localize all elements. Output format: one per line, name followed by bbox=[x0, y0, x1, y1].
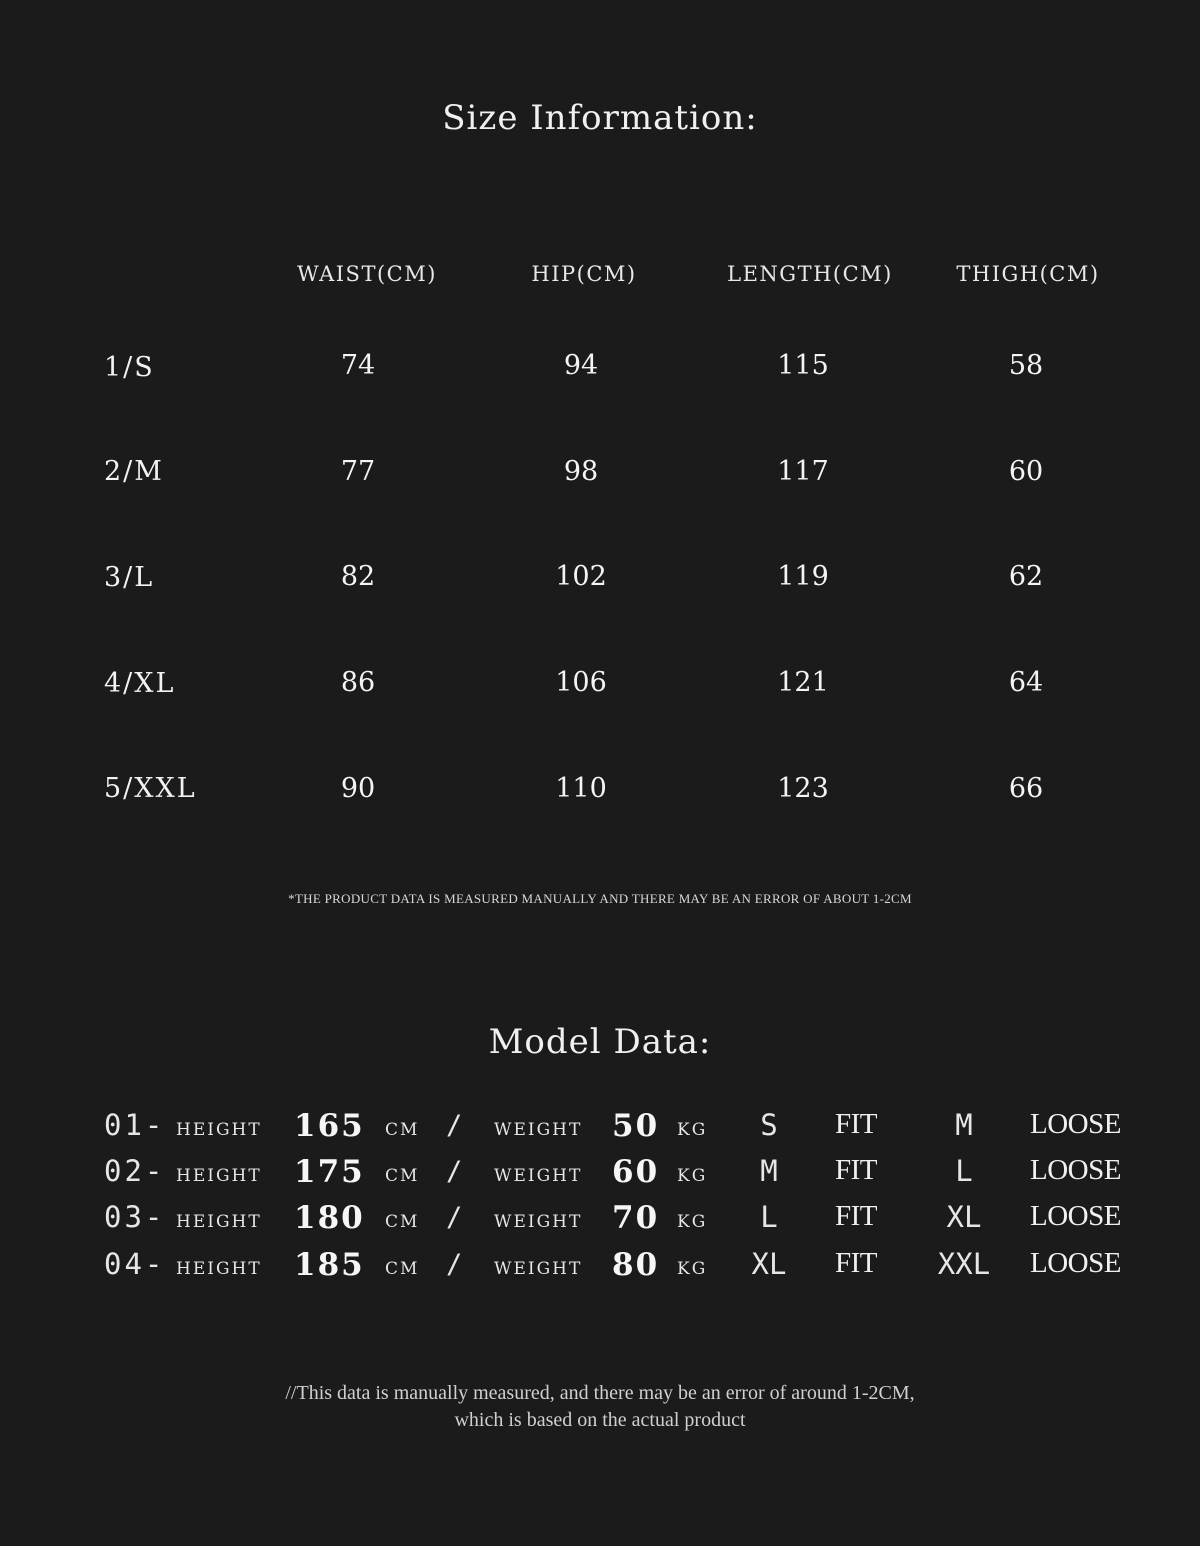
weight-label: WEIGHT bbox=[494, 1166, 583, 1186]
model-row bbox=[104, 1154, 1144, 1194]
table-cell: 102 bbox=[555, 561, 607, 592]
table-cell: 117 bbox=[777, 456, 829, 487]
table-cell: 119 bbox=[777, 561, 829, 592]
model-height: 185 bbox=[294, 1247, 365, 1283]
table-cell: 82 bbox=[340, 561, 376, 592]
column-header-thigh: THIGH(CM) bbox=[956, 262, 1100, 286]
kg-unit: KG bbox=[677, 1259, 708, 1279]
height-label: HEIGHT bbox=[176, 1120, 262, 1140]
kg-unit: KG bbox=[677, 1212, 708, 1232]
table-cell: 98 bbox=[563, 456, 599, 487]
table-cell: 60 bbox=[1008, 456, 1044, 487]
height-label: HEIGHT bbox=[176, 1166, 262, 1186]
table-cell: 123 bbox=[777, 773, 829, 804]
disclaimer-line-1: //This data is manually measured, and there may be an error of around 1-2CM, bbox=[285, 1382, 915, 1404]
table-cell: 74 bbox=[340, 350, 376, 381]
size-row-label: 4/XL bbox=[104, 668, 176, 699]
table-cell: 58 bbox=[1008, 350, 1044, 381]
fit-word: FIT bbox=[835, 1154, 877, 1186]
separator-slash: / bbox=[446, 1156, 463, 1187]
table-cell: 106 bbox=[555, 667, 607, 698]
size-row-label: 1/S bbox=[104, 352, 155, 383]
weight-label: WEIGHT bbox=[494, 1259, 583, 1279]
column-header-waist: WAIST(CM) bbox=[297, 262, 437, 286]
model-data-disclaimer bbox=[0, 1380, 1200, 1434]
table-cell: 77 bbox=[340, 456, 376, 487]
separator-slash: / bbox=[446, 1202, 463, 1233]
model-weight: 60 bbox=[612, 1154, 660, 1190]
separator-slash: / bbox=[446, 1110, 463, 1141]
kg-unit: KG bbox=[677, 1166, 708, 1186]
fit-size: S bbox=[760, 1108, 778, 1142]
table-cell: 62 bbox=[1008, 561, 1044, 592]
column-header-length: LENGTH(CM) bbox=[727, 262, 893, 286]
model-weight: 50 bbox=[612, 1108, 660, 1144]
model-index: 01- bbox=[104, 1108, 166, 1142]
separator-slash: / bbox=[446, 1249, 463, 1280]
size-row-label: 3/L bbox=[104, 562, 155, 593]
loose-word: LOOSE bbox=[1030, 1154, 1121, 1186]
cm-unit: CM bbox=[385, 1120, 420, 1140]
fit-size: XL bbox=[751, 1247, 787, 1281]
size-row-label: 5/XXL bbox=[104, 773, 197, 804]
disclaimer-line-2: which is based on the actual product bbox=[454, 1409, 746, 1431]
model-row bbox=[104, 1108, 1144, 1148]
fit-word: FIT bbox=[835, 1247, 877, 1279]
height-label: HEIGHT bbox=[176, 1212, 262, 1232]
model-data-title: Model Data: bbox=[488, 1022, 712, 1062]
table-cell: 66 bbox=[1008, 773, 1044, 804]
loose-word: LOOSE bbox=[1030, 1108, 1121, 1140]
fit-word: FIT bbox=[835, 1108, 877, 1140]
size-information-title: Size Information: bbox=[442, 98, 758, 138]
model-height: 180 bbox=[294, 1200, 365, 1236]
column-header-hip: HIP(CM) bbox=[531, 262, 637, 286]
fit-size: L bbox=[760, 1200, 778, 1234]
cm-unit: CM bbox=[385, 1166, 420, 1186]
table-cell: 64 bbox=[1008, 667, 1044, 698]
height-label: HEIGHT bbox=[176, 1259, 262, 1279]
fit-size: M bbox=[760, 1154, 778, 1188]
table-cell: 86 bbox=[340, 667, 376, 698]
table-cell: 94 bbox=[563, 350, 599, 381]
model-weight: 80 bbox=[612, 1247, 660, 1283]
loose-size: XL bbox=[946, 1200, 982, 1234]
model-index: 04- bbox=[104, 1247, 166, 1281]
model-height: 165 bbox=[294, 1108, 365, 1144]
model-weight: 70 bbox=[612, 1200, 660, 1236]
loose-size: M bbox=[955, 1108, 973, 1142]
cm-unit: CM bbox=[385, 1259, 420, 1279]
model-index: 03- bbox=[104, 1200, 166, 1234]
model-row bbox=[104, 1247, 1144, 1287]
cm-unit: CM bbox=[385, 1212, 420, 1232]
model-height: 175 bbox=[294, 1154, 365, 1190]
measurement-disclaimer: *THE PRODUCT DATA IS MEASURED MANUALLY AND THERE MAY BE AN ERROR OF ABOUT 1-2CM bbox=[288, 891, 912, 906]
weight-label: WEIGHT bbox=[494, 1212, 583, 1232]
loose-size: L bbox=[955, 1154, 973, 1188]
loose-word: LOOSE bbox=[1030, 1200, 1121, 1232]
loose-size: XXL bbox=[937, 1247, 991, 1281]
table-cell: 115 bbox=[777, 350, 829, 381]
kg-unit: KG bbox=[677, 1120, 708, 1140]
model-row bbox=[104, 1200, 1144, 1240]
table-cell: 110 bbox=[555, 773, 607, 804]
table-cell: 121 bbox=[777, 667, 829, 698]
weight-label: WEIGHT bbox=[494, 1120, 583, 1140]
size-row-label: 2/M bbox=[104, 456, 164, 487]
fit-word: FIT bbox=[835, 1200, 877, 1232]
loose-word: LOOSE bbox=[1030, 1247, 1121, 1279]
table-cell: 90 bbox=[340, 773, 376, 804]
model-index: 02- bbox=[104, 1154, 166, 1188]
